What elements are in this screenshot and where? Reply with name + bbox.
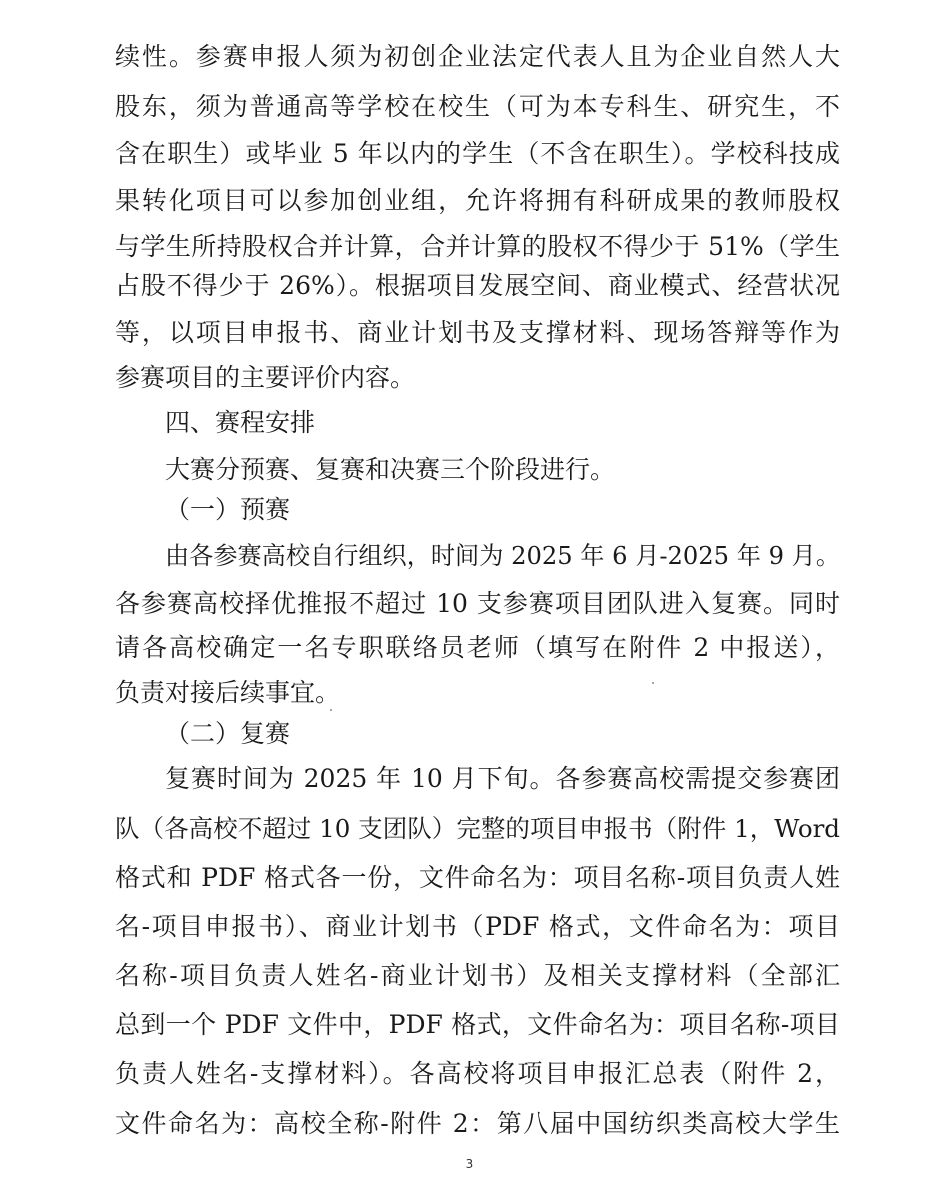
body-text-line: 股东，须为普通高等学校在校生（可为本专科生、研究生，不: [115, 92, 840, 121]
body-text-line: 续性。参赛申报人须为初创企业法定代表人且为企业自然人大: [115, 42, 840, 71]
body-text-line: 各参赛高校择优推报不超过 10 支参赛项目团队进入复赛。同时: [115, 589, 840, 618]
subsection-heading: （二）复赛: [165, 719, 291, 748]
body-text-line: 大赛分预赛、复赛和决赛三个阶段进行。: [165, 455, 616, 484]
body-text-line: 文件命名为：高校全称-附件 2：第八届中国纺织类高校大学生: [115, 1109, 840, 1138]
body-text-line: 总到一个 PDF 文件中，PDF 格式，文件命名为：项目名称-项目: [115, 1010, 840, 1039]
body-text-line: 请各高校确定一名专职联络员老师（填写在附件 2 中报送），: [115, 633, 840, 662]
scan-speck: [330, 709, 332, 711]
body-text-line: 与学生所持股权合并计算，合并计算的股权不得少于 51%（学生: [115, 232, 840, 261]
body-text-line: 等，以项目申报书、商业计划书及支撑材料、现场答辩等作为: [115, 318, 840, 347]
scan-speck: [652, 682, 654, 684]
body-text-line: 复赛时间为 2025 年 10 月下旬。各参赛高校需提交参赛团: [165, 764, 840, 793]
body-text-line: 负责人姓名-支撑材料）。各高校将项目申报汇总表（附件 2，: [115, 1059, 840, 1088]
body-text-line: 果转化项目可以参加创业组，允许将拥有科研成果的教师股权: [115, 186, 840, 215]
body-text-line: 名-项目申报书）、商业计划书（PDF 格式，文件命名为：项目: [115, 912, 840, 941]
section-heading: 四、赛程安排: [165, 408, 316, 437]
body-text-line: 参赛项目的主要评价内容。: [115, 363, 416, 392]
subsection-heading: （一）预赛: [165, 495, 291, 524]
body-text-line: 含在职生）或毕业 5 年以内的学生（不含在职生）。学校科技成: [115, 139, 840, 168]
body-text-line: 由各参赛高校自行组织，时间为 2025 年 6 月-2025 年 9 月。: [165, 542, 841, 570]
body-text-line: 名称-项目负责人姓名-商业计划书）及相关支撑材料（全部汇: [115, 961, 840, 990]
body-text-line: 格式和 PDF 格式各一份，文件命名为：项目名称-项目负责人姓: [115, 863, 840, 892]
body-text-line: 负责对接后续事宜。: [115, 678, 341, 707]
page-number: 3: [465, 1157, 474, 1171]
body-text-line: 占股不得少于 26%）。根据项目发展空间、商业模式、经营状况: [115, 271, 840, 300]
body-text-line: 队（各高校不超过 10 支团队）完整的项目申报书（附件 1，Word: [115, 814, 840, 843]
